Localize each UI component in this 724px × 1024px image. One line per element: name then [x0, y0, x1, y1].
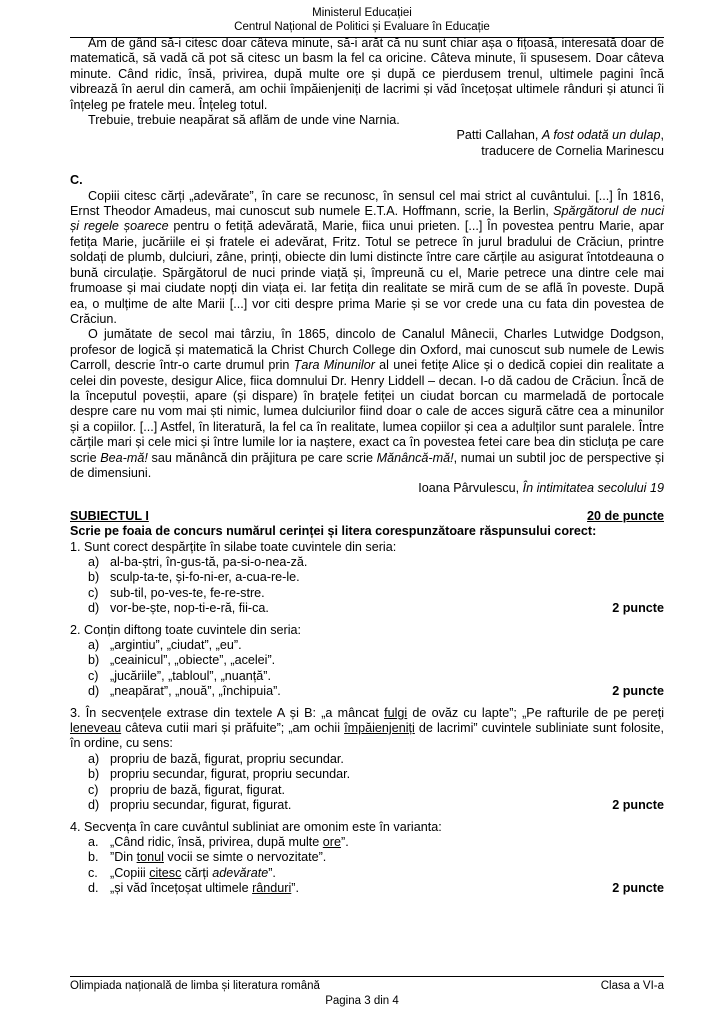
option-letter: c) [88, 668, 99, 683]
question-3-option-a [70, 752, 664, 767]
text-c-p1-part-a: Copiii citesc cărți „adevărate”, în care se recunosc, în sensul cel mai strict al cuvântului. [...] În 1816, Ernst Theodor Amadeus, mai cunoscut sub numele E.T.A. Hoffmann, scrie, la Berlin, [70, 188, 664, 219]
text-c-label: C. [70, 173, 83, 188]
text-c-p2-part-a: O jumătate de secol mai târziu, în 1865, dincolo de Canalul Mânecii, Charles Lutwidge Dodgson, profesor de logică și matematică la Christ Church College din Oxford, mai cunoscut sub numele de Lewis Carroll, descrie într-o carte drumul prin [70, 327, 664, 373]
question-3-option-c [70, 783, 664, 798]
option-text-end: ”. [341, 834, 349, 849]
question-1-option-c [70, 586, 664, 601]
subject-heading [70, 509, 664, 524]
option-text-end: vocii se simte o nervozitate”. [167, 850, 327, 865]
question-1-option-d [70, 601, 664, 616]
question-1 [70, 540, 664, 617]
option-letter: c) [88, 782, 99, 797]
subject-points: 20 de puncte [587, 508, 664, 523]
option-letter: d) [88, 798, 100, 813]
option-text: „neapărat”, „nouă”, „închipuia”. [110, 684, 281, 699]
option-letter: a) [88, 555, 100, 569]
text-c-p2-part-c: sau mănâncă din prăjitura pe care scrie [151, 450, 373, 465]
question-4-text: 4. Secvența în care cuvântul subliniat are omonim este în varianta: [70, 819, 442, 834]
question-2-text: 2. Conțin diftong toate cuvintele din seria: [70, 622, 302, 637]
option-letter: c. [88, 865, 98, 880]
question-1-option-b [70, 570, 664, 585]
text-c-citation [70, 481, 664, 496]
q3-underlined-word-2: leneveau [70, 721, 122, 736]
text-b-paragraph: Am de gând să-i citesc doar câteva minute, să-i arăt că nu sunt chiar așa o fițoasă, interesată doar de matematică, să vadă că pot să citesc un basm la fel ca oricine. Câteva minute, îi spusesem. Doar câteva minute. Când ridic, însă, privirea, după multe ore și după ce pierdusem trenul, ultimele pagini încă vibrează în aerul din cameră, am ochii împăienjeniți de lacrimi și văd încețoșat ultimele rânduri și atunci îi înțeleg pe fratele meu. Înțeleg totul. [70, 36, 664, 112]
underlined-word: citesc [149, 865, 182, 880]
subject-title: SUBIECTUL I [70, 508, 149, 523]
text-c-title: În intimitatea secolului 19 [522, 481, 664, 496]
option-text: „Când ridic, însă, privirea, după multe [110, 834, 320, 849]
center-name: Centrul Național de Politici și Evaluare în Educație [234, 21, 490, 33]
option-text-end: ”. [291, 881, 299, 896]
option-text: ”Din [110, 850, 134, 865]
footer-page-number: Pagina 3 din 4 [325, 995, 399, 1007]
q3-underlined-word-3: împăienjeniți [344, 721, 415, 736]
text-b-title: A fost odată un dulap [541, 128, 661, 143]
option-letter: b) [88, 570, 100, 585]
text-c-p1-part-b: pentru o fetiță adevărată, Marie, fiica unui prieten. [...] În povestea pentru Marie, apar fetița Marie, jucăriile ei și fratele ei adevărat, Fritz. Totul se petrece în jurul bradului de Crăciun, printre soldați de plumb, dulciuri, zâne, prinți, obiecte din lumi distincte între care cărțile au asigurat întotdeauna o bună circulație. Spărgătorul de nuci prinde viață și, împreună cu el, Marie petrece una dintre cele mai frumoase și mai ciudate nopți din viața ei. Iar fetița din realitate se miră cum de se află în poveste. După ea, o mulțime de alte Marii [...] vor citi despre prima Marie și se vor crede una cu fata din povestea de Crăciun. [70, 219, 665, 326]
ministry-name: Ministerul Educației [312, 7, 412, 19]
question-4-points: 2 puncte [612, 881, 664, 896]
question-4-option-a [70, 835, 664, 850]
question-3-points: 2 puncte [612, 798, 664, 813]
option-letter: d) [88, 601, 100, 616]
q3-underlined-word-1: fulgi [384, 705, 408, 720]
option-letter: a) [88, 638, 100, 653]
option-text: „ceainicul”, „obiecte”, „acelei”. [110, 653, 276, 668]
underlined-word: rânduri [252, 881, 292, 896]
option-closing-quote: ”. [268, 865, 276, 880]
option-text: propriu de bază, figurat, propriu secundar. [110, 751, 344, 766]
question-2-option-d [70, 684, 664, 699]
option-letter: b. [88, 850, 99, 865]
option-letter: d) [88, 684, 100, 699]
question-1-text: 1. Sunt corect despărțite în silabe toate cuvintele din seria: [70, 539, 397, 554]
text-b-closing: Trebuie, trebuie neapărat să aflăm de unde vine Narnia. [88, 113, 400, 128]
option-text: propriu de bază, figurat, figurat. [110, 782, 286, 797]
q3-part-3: câteva cutii mari și prăfuite”; „am ochii [125, 721, 341, 736]
option-text: sub-til, po-ves-te, fe-re-stre. [110, 585, 265, 600]
question-3 [70, 706, 664, 814]
question-3-option-b [70, 767, 664, 782]
q3-part-2: de ovăz cu lapte”; „Pe rafturile de pe pereți [412, 705, 665, 720]
option-letter: d. [88, 881, 99, 896]
underlined-word: ore [322, 834, 341, 849]
question-2-option-c [70, 669, 664, 684]
footer-divider [70, 976, 664, 977]
question-1-points: 2 puncte [612, 601, 664, 616]
text-b-citation: Patti Callahan, A fost odată un dulap, [456, 128, 664, 143]
text-c-p2-eat-me: Mănâncă-mă! [376, 450, 454, 465]
question-4-option-c [70, 866, 664, 881]
question-2-option-b [70, 653, 664, 668]
question-2-points: 2 puncte [612, 684, 664, 699]
option-text-end: cărți [184, 865, 209, 880]
option-letter: a) [88, 751, 100, 766]
option-letter: a. [88, 834, 99, 849]
text-c-p2-book-title: Țara Minunilor [293, 358, 375, 373]
text-c-author: Ioana Pârvulescu, [418, 481, 520, 496]
option-text: „jucăriile”, „tabloul”, „nuanță”. [110, 668, 271, 683]
text-b-translation: traducere de Cornelia Marinescu [481, 143, 664, 158]
question-4 [70, 820, 664, 897]
text-c-paragraph-2 [70, 327, 664, 481]
option-text: „argintiu”, „ciudat”, „eu”. [110, 638, 242, 653]
footer-olympiad: Olimpiada națională de limba și literatura română [70, 980, 320, 992]
subject-instruction: Scrie pe foaia de concurs numărul cerinței și litera corespunzătoare răspunsului corect: [70, 524, 597, 539]
option-letter: b) [88, 767, 100, 782]
question-3-text [70, 706, 664, 752]
option-text: „Copiii [110, 865, 146, 880]
option-text: propriu secundar, figurat, propriu secundar. [110, 767, 351, 782]
question-3-option-d [70, 798, 664, 813]
option-text: „și văd încețoșat ultimele [110, 881, 249, 896]
text-c-p2-drink-me: Bea-mă! [100, 450, 148, 465]
q3-part-4: de lacrimi” cuvintele subliniate sunt folosite, în ordine, cu sens: [70, 721, 664, 751]
text-c-p1-book-title: Spărgătorul de nuci și regele șoarece [70, 204, 664, 234]
text-c-p2-part-d: , numai un subtil joc de perspective și de dimensiuni. [70, 450, 664, 480]
footer-class: Clasa a VI-a [600, 980, 664, 992]
option-letter: b) [88, 653, 100, 668]
underlined-word: tonul [136, 850, 164, 865]
question-1-option-a [70, 555, 664, 570]
text-c-paragraph-1 [70, 189, 664, 328]
option-letter: c) [88, 585, 99, 600]
option-italic-word: adevărate [212, 865, 269, 880]
question-4-option-d [70, 881, 664, 896]
page-header [0, 6, 724, 34]
text-c-p2-part-b: al unei fetițe Alice și o dedică copiei din realitate a celei din poveste, desigur Alice, fiica domnului Dr. Henry Liddell – decan. I-o dă cadou de Crăciun. Încă de la începutul poveștii, apare (și dispare) în brațele fetiței un ciudat borcan cu marmeladă de portocale despre care nu vom mai ști nimic, lumea dulciurilor fiind doar o cale de acces sigură către cea a minunilor și a copiilor. [...] Astfel, în literatură, la fel ca în realitate, lumea copiilor și cea a adulților sunt paralele. Între cărțile mari și cele mici și între lumile lor ia naștere, exact ca în povestea fetei care bea din sticluța pe care scrie [70, 358, 664, 465]
option-text: vor-be-ște, nop-ti-e-ră, fii-ca. [110, 601, 269, 616]
question-4-option-b [70, 850, 664, 865]
q3-part-1: 3. În secvențele extrase din textele A și B: „a mâncat [70, 705, 379, 720]
question-2 [70, 623, 664, 700]
option-text: sculp-ta-te, și-fo-ni-er, a-cua-re-le. [110, 570, 300, 585]
question-2-option-a [70, 638, 664, 653]
option-text: propriu secundar, figurat, figurat. [110, 798, 292, 813]
page-content [70, 36, 664, 903]
option-text: al-ba-ștri, în-gus-tă, pa-si-o-nea-ză. [110, 555, 308, 569]
text-b-author: Patti Callahan, [456, 128, 539, 143]
